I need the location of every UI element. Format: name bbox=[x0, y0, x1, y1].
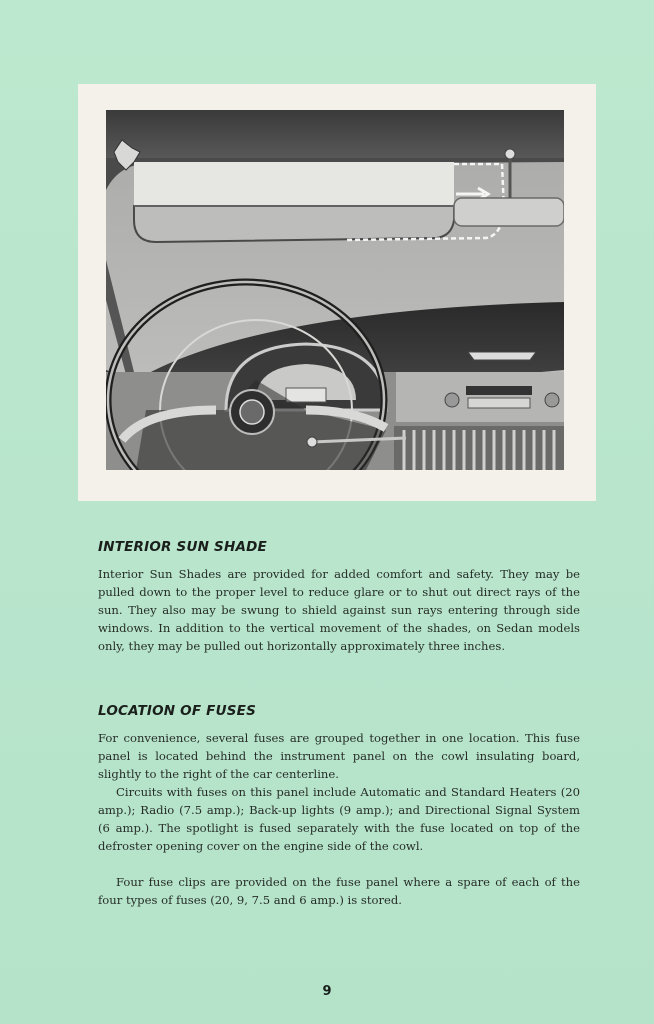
section-heading-sun-shade: INTERIOR SUN SHADE bbox=[98, 539, 267, 555]
section-heading-fuses: LOCATION OF FUSES bbox=[98, 703, 257, 719]
fuses-paragraph-2: Circuits with fuses on this panel include Automatic and Standard Heaters (20 amp.); Radio (7.5 amp.); Back-up lights (9 amp.); and Directional Signal System (6 amp.). The spotlight is fused separately with the fuse located on top of the defroster opening cover on the engine side of the cowl. bbox=[98, 785, 580, 853]
page-number: 9 bbox=[322, 984, 332, 999]
fuses-paragraph-1: For convenience, several fuses are grouped together in one location. This fuse panel is located behind the instrument panel on the cowl insulating board, slightly to the right of the car centerline. bbox=[98, 731, 580, 781]
fuses-paragraph-3: Four fuse clips are provided on the fuse panel where a spare of each of the four types of fuses (20, 9, 7.5 and 6 amp.) is stored. bbox=[98, 875, 580, 907]
sun-shade-illustration bbox=[106, 110, 564, 470]
sun-shade-paragraph: Interior Sun Shades are provided for added comfort and safety. They may be pulled down to the proper level to reduce glare or to shut out direct rays of the sun. They also may be swung to shield against sun rays entering through side windows. In addition to the vertical movement of the shades, on Sedan models only, they may be pulled out horizontally approximately three inches. bbox=[98, 567, 580, 653]
